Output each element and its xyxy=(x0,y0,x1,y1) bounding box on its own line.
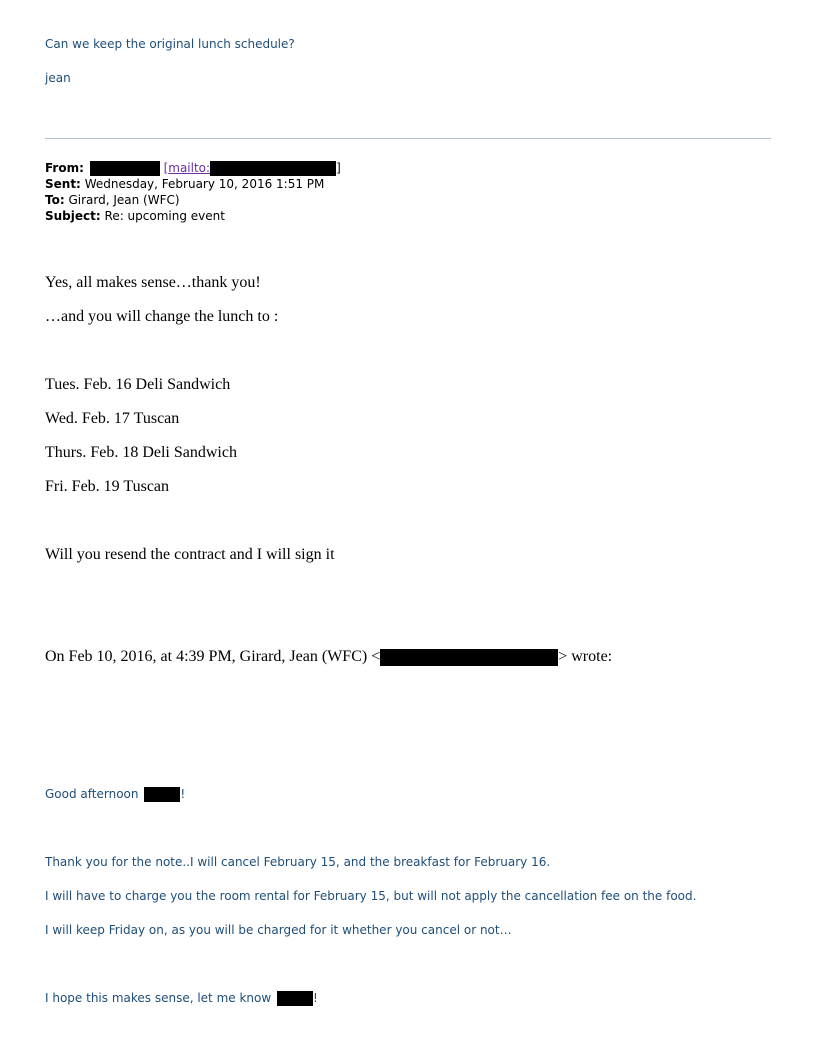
schedule-item: Tues. Feb. 16 Deli Sandwich xyxy=(45,376,231,393)
p4-end: ! xyxy=(313,991,318,1005)
subject-label: Subject: xyxy=(45,209,101,223)
reply-signature: jean xyxy=(45,71,71,85)
redacted-name xyxy=(144,787,180,802)
mailto-link[interactable]: mailto: xyxy=(168,161,211,175)
subject-value: Re: upcoming event xyxy=(104,209,225,223)
to-value: Girard, Jean (WFC) xyxy=(68,193,180,207)
quoted-paragraph-1: Thank you for the note..I will cancel February 15, and the breakfast for February 16. xyxy=(45,855,551,869)
redacted-sender-name xyxy=(90,161,160,176)
greeting-text: Good afternoon xyxy=(45,787,139,801)
quoted-paragraph-3: I will keep Friday on, as you will be charged for it whether you cancel or not… xyxy=(45,923,512,937)
quote-suffix: > wrote: xyxy=(558,648,613,665)
quote-attribution xyxy=(45,648,612,666)
sent-line xyxy=(45,176,341,192)
subject-line xyxy=(45,208,341,224)
email-header xyxy=(45,160,341,224)
mailto-bracket-close: ] xyxy=(336,161,341,175)
greeting-end: ! xyxy=(180,787,186,801)
body-line-1: Yes, all makes sense…thank you! xyxy=(45,274,261,291)
quote-prefix: On Feb 10, 2016, at 4:39 PM, Girard, Jean (WFC) < xyxy=(45,648,381,665)
redacted-email xyxy=(380,649,558,666)
to-line xyxy=(45,192,341,208)
reply-question: Can we keep the original lunch schedule? xyxy=(45,37,295,51)
body-line-2: …and you will change the lunch to : xyxy=(45,308,279,325)
mailto-bracket-open: [ xyxy=(163,161,169,175)
contract-line: Will you resend the contract and I will sign it xyxy=(45,546,335,563)
separator-rule xyxy=(45,138,771,139)
quoted-greeting xyxy=(45,787,185,802)
p4-text: I hope this makes sense, let me know xyxy=(45,991,272,1005)
schedule-item: Fri. Feb. 19 Tuscan xyxy=(45,478,170,495)
quoted-paragraph-4 xyxy=(45,991,318,1006)
schedule-item: Wed. Feb. 17 Tuscan xyxy=(45,410,180,427)
sent-label: Sent: xyxy=(45,177,81,191)
to-label: To: xyxy=(45,193,65,207)
redacted-sender-email xyxy=(210,161,336,176)
from-label: From: xyxy=(45,161,84,175)
sent-value: Wednesday, February 10, 2016 1:51 PM xyxy=(84,177,325,191)
redacted-name xyxy=(277,991,313,1006)
schedule-item: Thurs. Feb. 18 Deli Sandwich xyxy=(45,444,237,461)
quoted-paragraph-2: I will have to charge you the room rental for February 15, but will not apply the cancellation fee on the food. xyxy=(45,889,697,903)
from-line xyxy=(45,160,341,176)
